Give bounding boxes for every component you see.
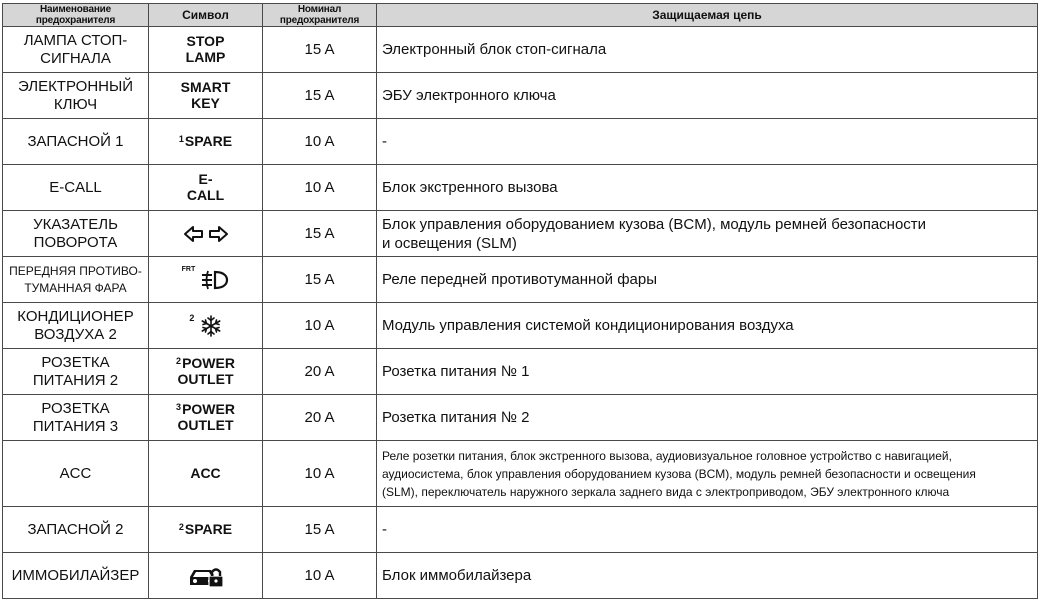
- symbol-text: [176, 355, 235, 387]
- fuse-symbol: [149, 27, 263, 73]
- table-row: [3, 303, 1038, 349]
- fuse-name-line1: УКАЗАТЕЛЬ: [33, 215, 118, 233]
- protected-circuit: -: [377, 119, 1038, 165]
- fuse-rating: 10 A: [263, 303, 377, 349]
- fuse-symbol: [149, 211, 263, 257]
- header-rating: Номинал предохранителя: [263, 4, 377, 27]
- fuse-symbol: [149, 349, 263, 395]
- snowflake-icon: [200, 315, 222, 337]
- table-row: [3, 349, 1038, 395]
- fuse-symbol: [149, 553, 263, 599]
- symbol-superscript: 2: [189, 312, 195, 323]
- table-row: [3, 211, 1038, 257]
- header-fuse-name: Наименование предохранителя: [3, 4, 149, 27]
- fuse-rating: 20 A: [263, 349, 377, 395]
- fuse-name: ЗАПАСНОЙ 2: [3, 507, 149, 553]
- symbol-text: [179, 133, 232, 149]
- fuse-name-line2: ПИТАНИЯ 2: [32, 371, 119, 389]
- fuse-name-line2: ПОВОРОТА: [33, 233, 118, 251]
- fuse-name-line2: ПИТАНИЯ 3: [32, 417, 119, 435]
- circuit-line2: аудиосистема, блок управления оборудованием кузова (BCM), модуль ремней безопасности и освещения: [382, 466, 976, 481]
- protected-circuit: Блок экстренного вызова: [377, 165, 1038, 211]
- fuse-symbol: [149, 441, 263, 507]
- symbol-text: [179, 521, 232, 537]
- symbol-line1: SMART: [180, 79, 231, 95]
- fuse-rating: 15 A: [263, 507, 377, 553]
- fuse-rating: 10 A: [263, 165, 377, 211]
- fuse-symbol: [149, 119, 263, 165]
- table-row: [3, 441, 1038, 507]
- fuse-name: [3, 349, 149, 395]
- symbol-line1: POWER: [182, 355, 235, 371]
- fuse-name-line1: РОЗЕТКА: [41, 353, 110, 371]
- protected-circuit: Блок иммобилайзера: [377, 553, 1038, 599]
- fuse-name-line1: РОЗЕТКА: [41, 399, 110, 417]
- front-fog-lamp-icon: [199, 269, 229, 291]
- fuse-rating: 10 A: [263, 553, 377, 599]
- fuse-name: [3, 211, 149, 257]
- symbol-label: SPARE: [184, 521, 233, 537]
- circuit-line1: Блок управления оборудованием кузова (BCM), модуль ремней безопасности: [382, 215, 927, 233]
- symbol-line2: OUTLET: [177, 417, 234, 433]
- turn-signal-arrows-icon: [183, 225, 229, 243]
- fuse-name: [3, 303, 149, 349]
- fuse-name: ИММОБИЛАЙЗЕР: [3, 553, 149, 599]
- header-circuit: Защищаемая цепь: [377, 4, 1038, 27]
- symbol-line1: STOP: [186, 33, 225, 49]
- fuse-rating: 15 A: [263, 73, 377, 119]
- symbol-label: SPARE: [184, 133, 233, 149]
- protected-circuit: [377, 441, 1038, 507]
- fuse-symbol: [149, 165, 263, 211]
- table-row: [3, 119, 1038, 165]
- fuse-name: [3, 27, 149, 73]
- table-row: [3, 395, 1038, 441]
- circuit-line2: и освещения (SLM): [382, 234, 517, 252]
- fuse-rating: 15 A: [263, 211, 377, 257]
- fuse-name-line1: ПЕРЕДНЯЯ ПРОТИВО-: [9, 263, 142, 278]
- fuse-name: ACC: [3, 441, 149, 507]
- protected-circuit: Модуль управления системой кондиционирования воздуха: [377, 303, 1038, 349]
- fuse-name-line2: СИГНАЛА: [40, 49, 111, 67]
- table-row: [3, 257, 1038, 303]
- table-row: [3, 27, 1038, 73]
- symbol-superscript: 1: [178, 134, 184, 144]
- header-symbol: Символ: [149, 4, 263, 27]
- protected-circuit: Электронный блок стоп-сигнала: [377, 27, 1038, 73]
- symbol-text: [176, 401, 235, 433]
- fuse-rating: 10 A: [263, 119, 377, 165]
- symbol-superscript: 2: [176, 356, 182, 366]
- fuse-name-line1: ЛАМПА СТОП-: [23, 31, 128, 49]
- protected-circuit: -: [377, 507, 1038, 553]
- fuse-name: [3, 257, 149, 303]
- table-row: [3, 73, 1038, 119]
- table-row: [3, 165, 1038, 211]
- symbol-front-label: FRT: [181, 265, 196, 273]
- fuse-symbol: [149, 257, 263, 303]
- symbol-superscript: 3: [176, 402, 182, 412]
- circuit-line3: (SLM), переключатель наружного зеркала заднего вида с электроприводом, ЭБУ электронного ключа: [382, 484, 950, 499]
- symbol-line2: CALL: [186, 187, 225, 203]
- fuse-symbol: [149, 507, 263, 553]
- car-lock-icon: [187, 564, 225, 588]
- fuse-name: ЗАПАСНОЙ 1: [3, 119, 149, 165]
- symbol-text: [187, 171, 224, 203]
- fuse-name-line2: ТУМАННАЯ ФАРА: [24, 280, 127, 295]
- fuse-name-line2: КЛЮЧ: [53, 95, 98, 113]
- protected-circuit: ЭБУ электронного ключа: [377, 73, 1038, 119]
- table-row: [3, 553, 1038, 599]
- table-row: [3, 507, 1038, 553]
- fuse-table: [2, 3, 1038, 599]
- symbol-line2: OUTLET: [177, 371, 234, 387]
- fuse-name-line1: КОНДИЦИОНЕР: [17, 307, 134, 325]
- protected-circuit: Розетка питания № 1: [377, 349, 1038, 395]
- symbol-line2: LAMP: [185, 49, 226, 65]
- fuse-name: E-CALL: [3, 165, 149, 211]
- protected-circuit: Реле передней противотуманной фары: [377, 257, 1038, 303]
- symbol-line2: KEY: [191, 95, 220, 111]
- symbol-text: [181, 79, 231, 111]
- symbol-text: [186, 33, 226, 65]
- header-row: [3, 4, 1038, 27]
- fuse-symbol: [149, 395, 263, 441]
- circuit-line1: Реле розетки питания, блок экстренного вызова, аудиовизуальное головное устройство с навигацией,: [382, 448, 952, 463]
- fuse-symbol: [149, 303, 263, 349]
- protected-circuit: Розетка питания № 2: [377, 395, 1038, 441]
- symbol-line1: POWER: [182, 401, 235, 417]
- fuse-symbol: [149, 73, 263, 119]
- fuse-rating: 15 A: [263, 27, 377, 73]
- fuse-name-line2: ВОЗДУХА 2: [34, 325, 117, 343]
- fuse-rating: 20 A: [263, 395, 377, 441]
- symbol-line1: E-: [198, 171, 213, 187]
- fuse-name: [3, 73, 149, 119]
- protected-circuit: [377, 211, 1038, 257]
- fuse-name-line1: ЭЛЕКТРОННЫЙ: [17, 77, 134, 95]
- fuse-rating: 10 A: [263, 441, 377, 507]
- fuse-rating: 15 A: [263, 257, 377, 303]
- fuse-name: [3, 395, 149, 441]
- symbol-superscript: 2: [178, 522, 184, 532]
- symbol-label: ACC: [190, 465, 221, 481]
